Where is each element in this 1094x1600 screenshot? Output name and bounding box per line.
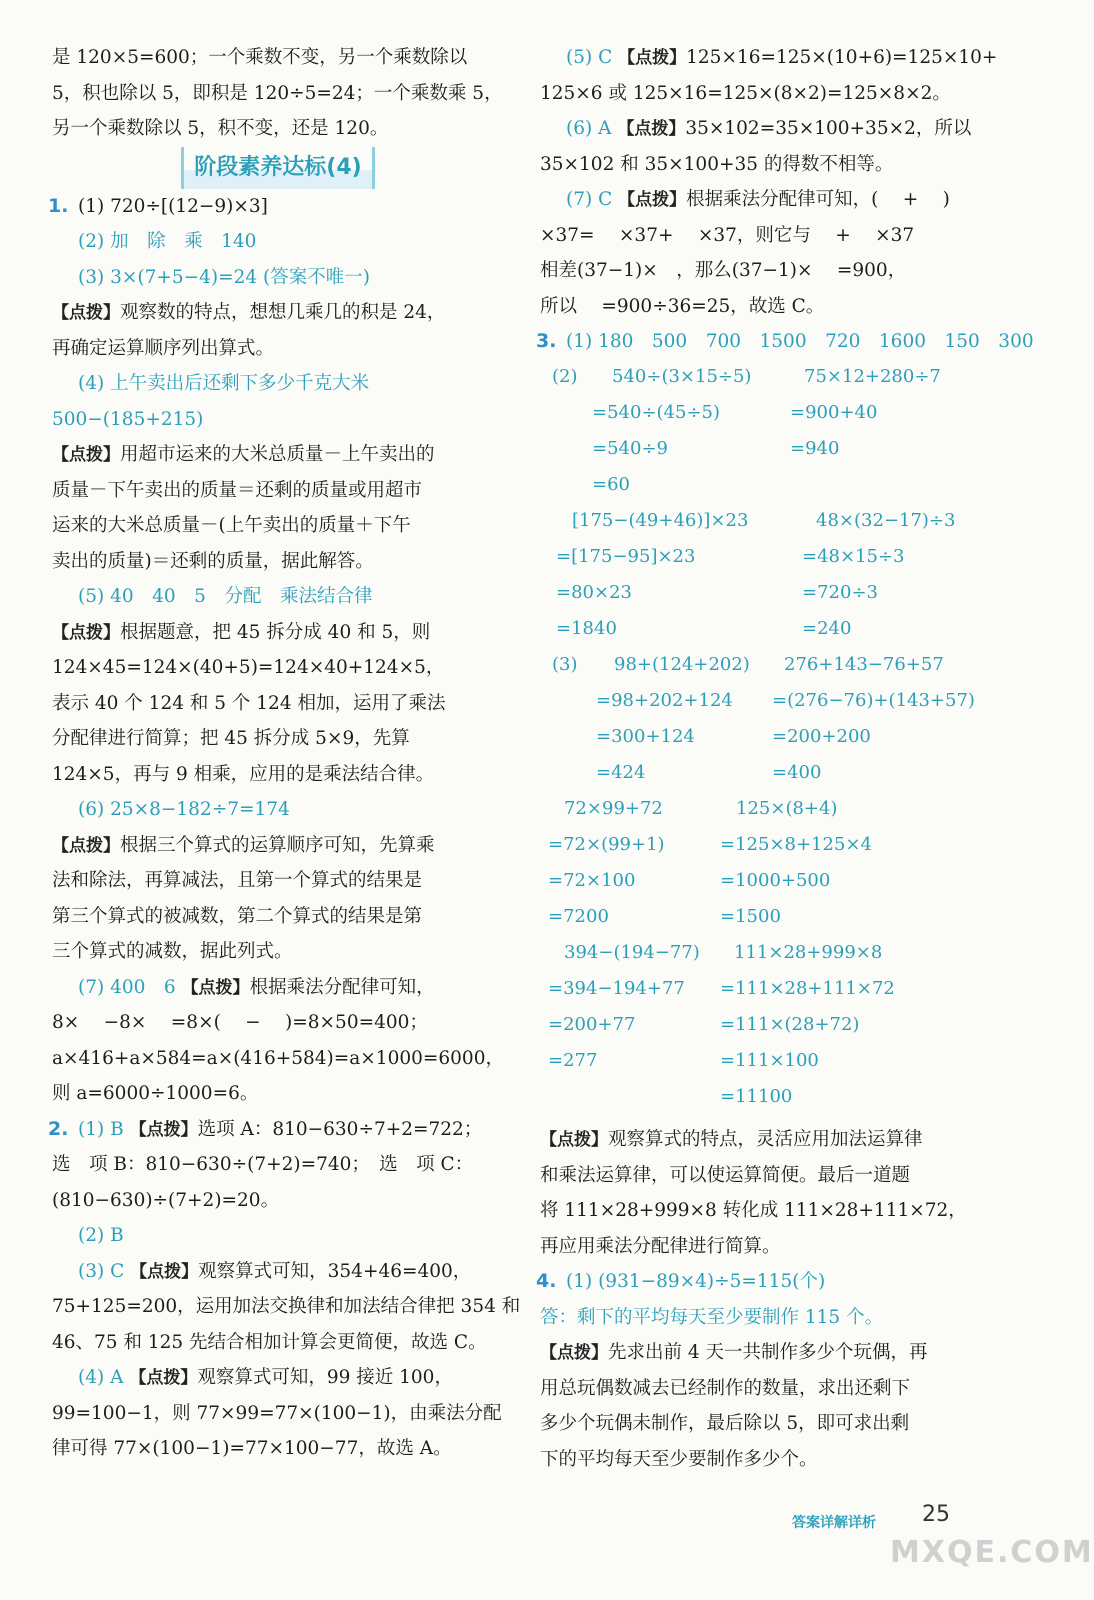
answer-line: (5) 40 40 5 分配 乘法结合律 [78,586,373,607]
calc-step: =277 [548,1049,598,1071]
calc-step: =125×8+125×4 [720,833,872,855]
tip-line: 125×6 或 125×16=125×(8×2)=125×8×2。 [540,82,951,104]
answer-line: (6) 25×8−182÷7=174 [78,799,290,820]
tip-text: 用超市运来的大米总质量－上午卖出的 [120,444,435,465]
answer-line: (2) B [78,1225,124,1246]
calc-step: =111×100 [720,1049,819,1071]
tip-line [52,295,504,331]
calc-step: =111×(28+72) [720,1013,860,1035]
tip-line: 75+125=200，运用加法交换律和加法结合律把 354 和 [52,1296,521,1317]
calc-step: 394−(194−77) [564,941,700,963]
tip-line: 46、75 和 125 先结合相加计算会更简便，故选 C。 [52,1331,487,1353]
tip-line: 124×5，再与 9 相乘，应用的是乘法结合律。 [52,763,435,785]
q1-line [48,189,504,225]
tip-label: 【点拨】 [129,1368,198,1388]
q2-4-line [52,1360,504,1396]
left-column [48,40,521,1467]
q1-7-line [52,970,504,1006]
intro-line: 另一个乘数除以 5，积不变，还是 120。 [52,118,389,139]
calc-step: =540÷(45÷5) [592,401,721,423]
tip-line: 律可得 77×(100−1)=77×100−77，故选 A。 [52,1438,452,1459]
tip-line: a×416+a×584=a×(416+584)=a×1000=6000， [52,1047,504,1069]
calc-step: =11100 [720,1085,793,1107]
intro-line: 是 120×5=600；一个乘数不变，另一个乘数除以 [52,47,468,68]
answer-text: (1) 720÷[(12−9)×3] [78,195,268,217]
tip-label: 【点拨】 [129,1119,198,1140]
q3-line [536,324,1034,360]
calc-step: =48×15÷3 [802,545,905,567]
section-title: 阶段素养达标(4) [181,147,374,189]
calc-step: =80×23 [556,581,632,603]
q2-line [48,1112,504,1148]
calc-step: =940 [790,437,840,459]
tip-text: 观察数的特点，想想几乘几的积是 24， [120,302,446,323]
answer-text: (7) 400 6 [78,976,176,998]
calc-step: =394−194+77 [548,977,685,999]
tip-label: 【点拨】 [618,48,687,68]
tip-line: 选 项 B：810−630÷(7+2)=740； 选 项 C： [52,1154,474,1175]
tip-text: 选项 A：810−630÷7+2=722； [197,1118,483,1140]
q2-3-line [52,1254,504,1290]
tip-label: 【点拨】 [540,1130,608,1150]
tip-line: 法和除法，再算减法，且第一个算式的结果是 [52,870,423,891]
tip-line [540,1335,990,1371]
tip-label: 【点拨】 [181,977,250,998]
tip-label: 【点拨】 [52,835,120,856]
answer-text: (3) C [78,1260,125,1282]
question-number: 3. [536,330,557,352]
calc-step: =720÷3 [802,581,878,603]
calc-step: =60 [592,473,630,495]
tip-line [540,1122,990,1158]
calc-step: =200+200 [772,725,871,747]
tip-label: 【点拨】 [540,1343,608,1363]
tip-line: 124×45=124×(40+5)=124×40+124×5， [52,657,445,678]
tip-text: 根据题意，把 45 拆分成 40 和 5，则 [120,621,431,643]
part-label: (3) [552,653,578,675]
tip-line: 用总玩偶数减去已经制作的数量，求出还剩下 [540,1377,911,1399]
tip-line: 则 a=6000÷1000=6。 [52,1083,259,1104]
calc-step: =[175−95]×23 [556,545,696,567]
calc-step: 98+(124+202) [614,653,750,675]
calc-step: =72×(99+1) [548,833,665,855]
tip-text: 125×16=125×(10+6)=125×10+ [686,47,998,68]
tip-line: 分配律进行简算；把 45 拆分成 5×9，先算 [52,728,410,749]
tip-line: 运来的大米总质量－(上午卖出的质量＋下午 [52,515,411,536]
section-title-row [52,147,504,189]
tip-label: 【点拨】 [52,622,120,643]
calc-step: =300+124 [596,725,695,747]
answer-text: (1) (931−89×4)÷5=115(个) [566,1271,826,1292]
tip-line: 第三个算式的被减数，第二个算式的结果是第 [52,905,423,927]
tip-label: 【点拨】 [52,303,120,323]
calc-step: 540÷(3×15÷5) [612,365,752,387]
calc-step: [175−(49+46)]×23 [572,509,749,531]
q2-6-line [540,111,990,147]
answer-line: 500−(185+215) [52,408,204,430]
calc-step: 72×99+72 [564,797,663,819]
q2-5-line [540,40,998,76]
answer-line: (4) 上午卖出后还剩下多少千克大米 [78,373,370,394]
part-label: (2) [552,365,578,387]
tip-text: 根据三个算式的运算顺序可知，先算乘 [120,834,435,856]
calc-step: =424 [596,761,646,783]
calc-step: 125×(8+4) [736,797,838,819]
calc-step: =98+202+124 [596,689,733,711]
intro-line: 5，积也除以 5，即积是 120÷5=24；一个乘数乘 5， [52,82,503,104]
calc-step: =(276−76)+(143+57) [772,689,975,711]
q3-tip-block [536,1122,990,1477]
tip-line: 相差(37−1)× ，那么(37−1)× =900， [540,260,907,281]
calc-step: =1500 [720,905,781,927]
tip-line [52,615,504,651]
tip-text: 观察算式可知，354+46=400， [198,1260,472,1282]
calc-step: 75×12+280÷7 [804,365,941,387]
calc-step: =1000+500 [720,869,831,891]
tip-line: 8× −8× =8×( − )=8×50=400； [52,1012,428,1033]
answer-text: (6) A [566,118,612,139]
tip-line: 多少个玩偶未制作，最后除以 5，即可求出剩 [540,1413,910,1434]
tip-line: 质量－下午卖出的质量＝还剩的质量或用超市 [52,479,423,501]
answer-text: (7) C [566,189,613,210]
tip-line: 35×102 和 35×100+35 的得数不相等。 [540,153,894,175]
tip-line: 再应用乘法分配律进行简算。 [540,1235,781,1257]
tip-line: 99=100−1，则 77×99=77×(100−1)，由乘法分配 [52,1402,502,1424]
tip-line: ×37= ×37+ ×37，则它与 + ×37 [540,224,915,246]
right-column [536,40,1034,1470]
tip-line: 下的平均每天至少要制作多少个。 [540,1448,818,1470]
calc-step: =111×28+111×72 [720,977,895,999]
tip-text: 35×102=35×100+35×2，所以 [685,118,972,139]
tip-line: 所以 =900÷36=25，故选 C。 [540,295,825,317]
answer-text: (1) B [78,1118,124,1140]
tip-text: 观察算式可知，99 接近 100， [197,1367,453,1388]
question-number: 1. [48,194,69,217]
tip-line: (810−630)÷(7+2)=20。 [52,1189,280,1211]
q4-line [536,1264,990,1300]
tip-text: 根据乘法分配律可知，( + ) [686,189,950,210]
calc-step: 111×28+999×8 [734,941,883,963]
calc-step: =900+40 [790,401,878,423]
tip-line: 和乘法运算律，可以使运算简便。最后一道题 [540,1164,911,1186]
answer-text: (4) A [78,1367,124,1388]
calc-block [540,360,990,1220]
footer-label: 答案详解详析 [792,1515,876,1531]
question-number: 2. [48,1117,69,1140]
tip-line: 将 111×28+999×8 转化成 111×28+111×72， [540,1200,967,1221]
calc-step: 276+143−76+57 [784,653,944,675]
tip-text: 先求出前 4 天一共制作多少个玩偶，再 [608,1342,928,1363]
tip-label: 【点拨】 [617,119,686,139]
answer-line: 答：剩下的平均每天至少要制作 115 个。 [540,1306,884,1328]
calc-step: =240 [802,617,852,639]
tip-label: 【点拨】 [618,190,687,210]
tip-label: 【点拨】 [130,1261,199,1282]
calc-step: =200+77 [548,1013,636,1035]
calc-step: =540÷9 [592,437,668,459]
question-number: 4. [536,1270,557,1292]
calc-step: =1840 [556,617,617,639]
tip-line: 表示 40 个 124 和 5 个 124 相加，运用了乘法 [52,692,446,714]
answer-line: (3) 3×(7+5−4)=24 (答案不唯一) [78,266,370,288]
calc-step: =7200 [548,905,609,927]
answer-text: (1) 180 500 700 1500 720 1600 150 300 [566,331,1034,352]
tip-line: 三个算式的减数，据此列式。 [52,941,293,962]
tip-text: 根据乘法分配律可知， [249,976,435,998]
answer-line: (2) 加 除 乘 140 [78,231,257,252]
tip-line: 再确定运算顺序列出算式。 [52,337,275,359]
q2-7-line [540,182,990,218]
page-number: 25 [922,1502,950,1527]
tip-text: 观察算式的特点，灵活应用加法运算律 [608,1129,923,1150]
calc-step: =72×100 [548,869,636,891]
tip-label: 【点拨】 [52,445,120,465]
calc-step: =400 [772,761,822,783]
watermark: MXQE.COM [890,1535,1094,1570]
calc-step: 48×(32−17)÷3 [816,509,956,531]
tip-line [52,828,504,864]
tip-line [52,437,504,473]
tip-line: 卖出的质量)＝还剩的质量，据此解答。 [52,550,374,572]
answer-text: (5) C [566,47,613,68]
